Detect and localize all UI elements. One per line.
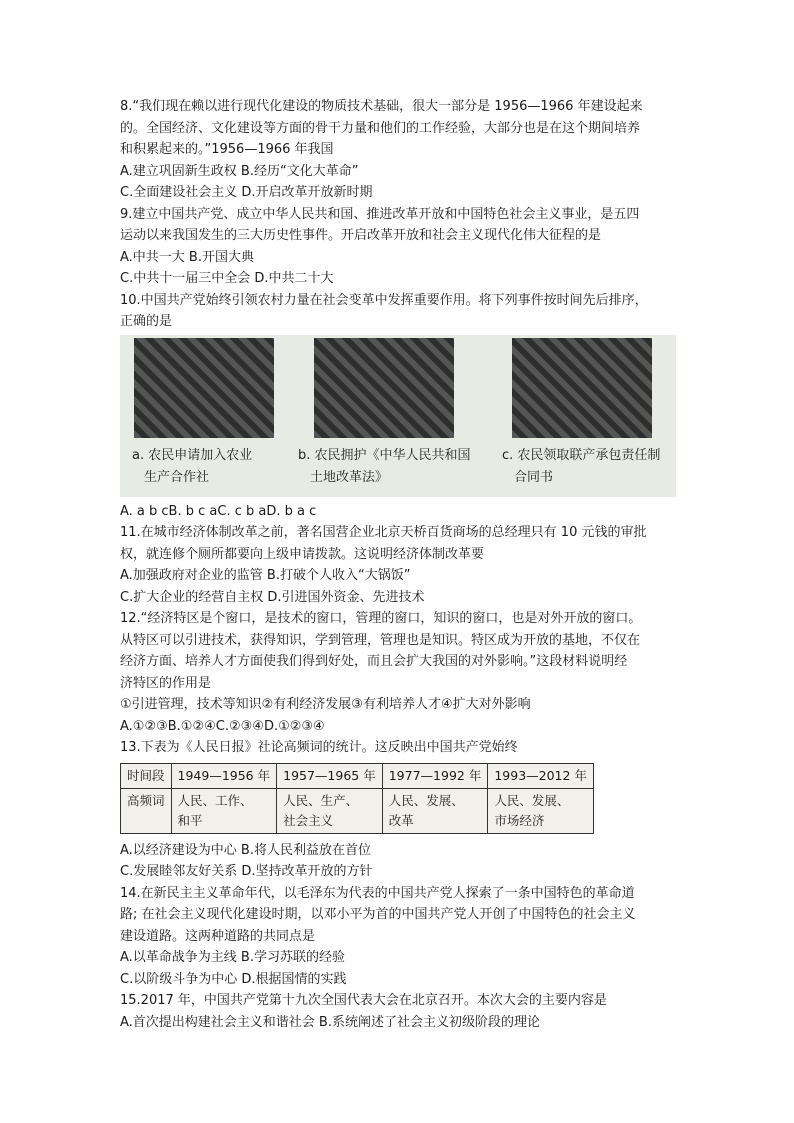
question-text-line: 经济方面、培养人才方面使我们得到好处，而且会扩大我国的对外影响。”这段材料说明经 (120, 654, 628, 669)
table-header-cell: 时间段 (121, 763, 172, 788)
question-text-line: 13.下表为《人民日报》社论高频词的统计。这反映出中国共产党始终 (120, 740, 518, 755)
answer-options: C.中共十一届三中全会 D.中共二十大 (120, 271, 334, 286)
question-text-line: 15.2017 年，中国共产党第十九次全国代表大会在北京召开。本次大会的主要内容是 (120, 993, 607, 1008)
answer-options: C.扩大企业的经营自主权 D.引进国外资金、先进技术 (120, 589, 425, 605)
question-15 (120, 990, 680, 1033)
question-11 (120, 522, 680, 608)
answer-options: C.全面建设社会主义 D.开启改革开放新时期 (120, 185, 373, 200)
question-text-line: 济特区的作用是 (120, 675, 212, 691)
answer-options: C.发展睦邻友好关系 D.坚持改革开放的方针 (120, 864, 373, 879)
answer-options: A.以经济建设为中心 B.将人民利益放在首位 (120, 842, 371, 858)
caption-a: a. 农民申请加入农业 生产合作社 (132, 447, 253, 485)
question-text-line: 10.中国共产党始终引领农村力量在社会变革中发挥重要作用。将下列事件按时间先后排序， (120, 292, 648, 308)
question-text-line: ①引进管理，技术等知识②有利经济发展③有利培养人才④扩大对外影响 (120, 697, 531, 712)
question-14 (120, 883, 680, 991)
question-text-line: 11.在城市经济体制改革之前，著名国营企业北京天桥百货商场的总经理只有 10 元钱的审批 (120, 525, 647, 540)
table-cell: 人民、发展、 市场经济 (488, 788, 594, 833)
question-text-line: 12.“经济特区是个窗口，是技术的窗口，管理的窗口，知识的窗口，也是对外开放的窗口。 (120, 611, 642, 626)
question-10 (120, 290, 680, 523)
question-text-line: 权，就连修个厕所都要向上级申请拨款。这说明经济体制改革要 (120, 546, 485, 562)
answer-options: A.中共一大 B.开国大典 (120, 249, 254, 265)
table-header-cell: 1977—1992 年 (382, 763, 488, 788)
answer-options: A. a b cB. b c aC. c b aD. b a c (120, 503, 317, 519)
table-row (121, 788, 594, 833)
question-text-line: 的。全国经济、文化建设等方面的骨干力量和他们的工作经验，大部分也是在这个期间培养 (120, 120, 641, 136)
table-header-cell: 1957—1965 年 (277, 763, 383, 788)
answer-options: A.建立巩固新生政权 B.经历“文化大革命” (120, 163, 359, 179)
question-text-line: 正确的是 (120, 314, 173, 329)
table-row-label: 高频词 (121, 788, 172, 833)
photo-panel (120, 335, 676, 497)
question-8 (120, 96, 680, 204)
table-header-cell: 1993—2012 年 (488, 763, 594, 788)
table-cell: 人民、生产、 社会主义 (277, 788, 383, 833)
answer-options: C.以阶级斗争为中心 D.根据国情的实践 (120, 971, 347, 987)
question-text-line: 9.建立中国共产党、成立中华人民共和国、推进改革开放和中国特色社会主义事业，是五四 (120, 206, 640, 222)
table-header-row (121, 763, 594, 788)
frequency-table (120, 763, 594, 834)
photo-c (512, 338, 652, 438)
question-text-line: 和积累起来的。”1956—1966 年我国 (120, 142, 334, 157)
caption-c: c. 农民领取联产承包责任制 合同书 (502, 447, 661, 485)
question-12 (120, 608, 680, 737)
question-text-line: 8.“我们现在赖以进行现代化建设的物质技术基础，很大一部分是 1956—1966 年建设起来 (120, 99, 643, 114)
answer-options: A.首次提出构建社会主义和谐社会 B.系统阐述了社会主义初级阶段的理论 (120, 1014, 540, 1030)
question-text-line: 运动以来我国发生的三大历史性事件。开启改革开放和社会主义现代化伟大征程的是 (120, 228, 602, 243)
question-9 (120, 204, 680, 290)
question-text-line: 从特区可以引进技术，获得知识，学到管理，管理也是知识。特区成为开放的基地，不仅在 (120, 632, 641, 648)
photo-b (314, 338, 454, 438)
photo-a (134, 338, 274, 438)
table-header-cell: 1949—1956 年 (171, 763, 277, 788)
question-text-line: 路; 在社会主义现代化建设时期，以邓小平为首的中国共产党人开创了中国特色的社会主义 (120, 907, 636, 922)
question-13 (120, 737, 680, 883)
answer-options: A.①②③B.①②④C.②③④D.①②③④ (120, 718, 325, 734)
answer-options: A.以革命战争为主线 B.学习苏联的经验 (120, 950, 345, 965)
exam-page (120, 96, 680, 1033)
answer-options: A.加强政府对企业的监管 B.打破个人收入“大锅饭” (120, 568, 411, 583)
table-cell: 人民、工作、 和平 (171, 788, 277, 833)
caption-b: b. 农民拥护《中华人民共和国 土地改革法》 (298, 447, 471, 485)
table-cell: 人民、发展、 改革 (382, 788, 488, 833)
question-text-line: 14.在新民主主义革命年代，以毛泽东为代表的中国共产党人探索了一条中国特色的革命道 (120, 885, 635, 901)
question-text-line: 建设道路。这两种道路的共同点是 (120, 928, 316, 944)
